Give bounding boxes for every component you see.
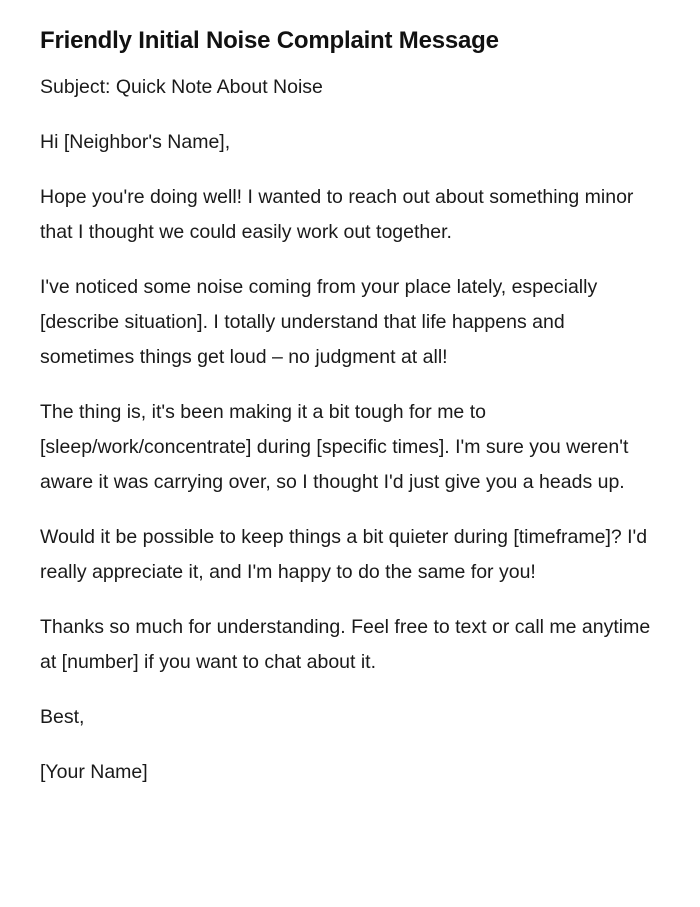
subject-line: Subject: Quick Note About Noise	[40, 76, 323, 98]
paragraph-noise-description: I've noticed some noise coming from your place lately, especially [describe situation]. I totally understand that life happens and sometimes things get loud – no judgment at all!	[40, 276, 598, 368]
paragraph-thanks: Thanks so much for understanding. Feel free to text or call me anytime at [number] if you want to chat about it.	[40, 616, 651, 673]
document-title: Friendly Initial Noise Complaint Message	[40, 27, 499, 54]
closing: Best,	[40, 706, 85, 728]
paragraph-request: Would it be possible to keep things a bit quieter during [timeframe]? I'd really appreciate it, and I'm happy to do the same for you!	[40, 526, 648, 583]
paragraph-impact: The thing is, it's been making it a bit tough for me to [sleep/work/concentrate] during [specific times]. I'm sure you weren't aware it was carrying over, so I thought I'd just give you a heads up.	[40, 401, 629, 493]
greeting: Hi [Neighbor's Name],	[40, 131, 231, 153]
paragraph-intro: Hope you're doing well! I wanted to reach out about something minor that I thought we could easily work out together.	[40, 186, 634, 243]
signature: [Your Name]	[40, 761, 148, 783]
